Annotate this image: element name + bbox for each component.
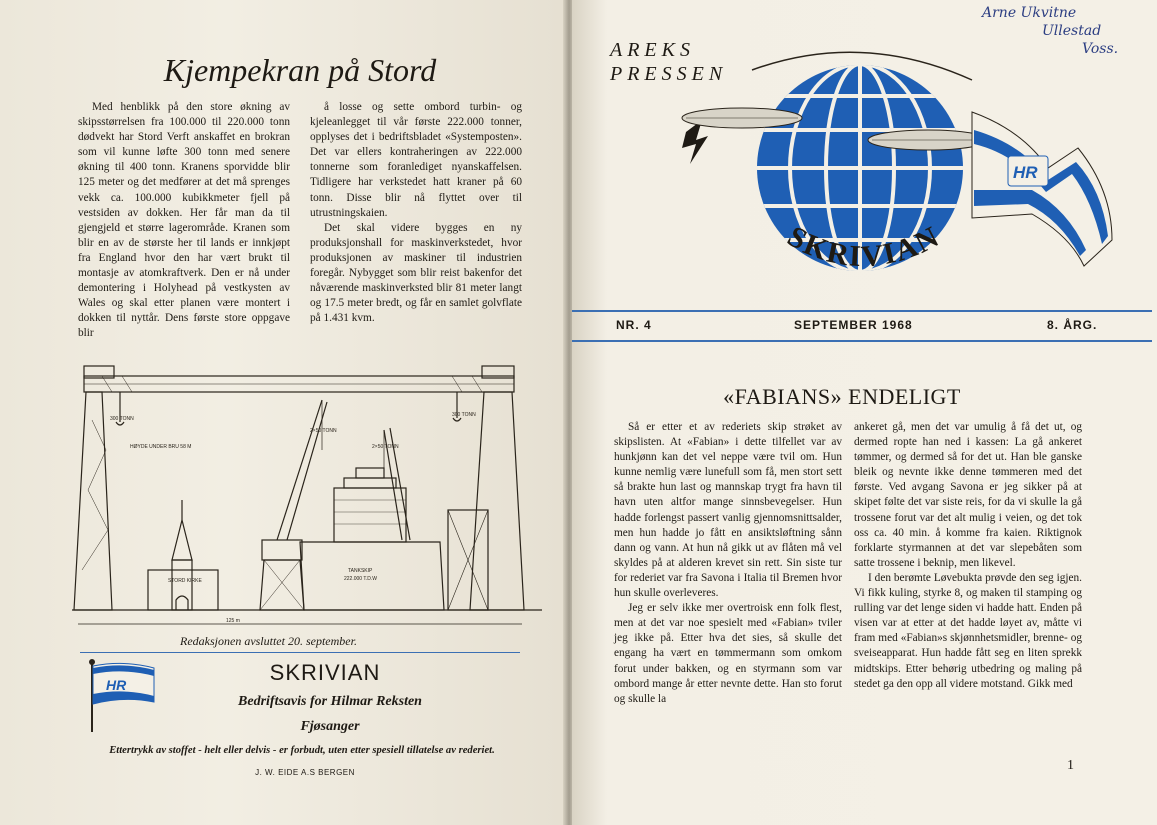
masthead-subtitle: Bedriftsavis for Hilmar Reksten (238, 694, 422, 709)
crane-article-paragraph: Med henblikk på den store økning av skipsstørrelsen fra 100.000 til 220.000 tonn dødvekt har Stord Verft anskaffet en brokran som vil kunne løfte 300 tonn med senere økning til 400 tonn. Kranens sporvidde blir 125 meter og det medfører at det må sprenges vekk ca. 100.000 kubikkmeter fjell på vestsiden av dokken. Her får man da til gjengjeld et større lagerområde. Kranen som blir en av de største her til lands er innkjøpt fra England hvor den har vært brukt til montasje av atomkraftverk. Den er nå under demontering i Holyhead på vestkysten av Wales og skal etter planen være montert i dokken til nyttår. Dens første store oppgave blir (78, 101, 290, 340)
printer-credit: J. W. EIDE A.S BERGEN (255, 768, 355, 777)
fabian-article-headline: «FABIANS» ENDELIGT (723, 384, 961, 409)
hr-ribbon-flag-icon (972, 112, 1112, 266)
label-bridge-height: HØYDE UNDER BRU 58 M (130, 444, 192, 450)
issue-number: NR. 4 (616, 318, 652, 332)
areks-word: AREKS (610, 39, 695, 61)
flag-letters: HR (106, 677, 127, 693)
hr-flag-icon (84, 656, 160, 732)
airship-icon (682, 108, 802, 128)
fabian-article-paragraph: I den berømte Løvebukta prøvde den seg igjen. Vi fikk kuling, styrke 8, og maken til stamping og rulling var det lenge siden vi hadde hatt. Enden på visen var at etter at det hadde løyet av, måtte vi fram med «Fabian»s skjønnhetsmidler, brenne- og sveiseapparat. Hun hadde fått seg en liten sprekk midtskips. Etter behørig utbedring og maling på stedet ga den opp all videre motstand. Gikk med (854, 571, 1082, 690)
label-left-load: 300 TONN (110, 416, 134, 422)
ribbon-letters: HR (1013, 163, 1038, 182)
editorial-deadline-caption: Redaksjonen avsluttet 20. september. (180, 634, 357, 648)
masthead-title: SKRIVIAN (269, 660, 381, 685)
label-church: STORD KIRKE (168, 578, 202, 584)
masthead-divider (80, 652, 520, 653)
fabian-article-paragraph: Jeg er selv ikke mer overtroisk enn folk flest, men at det var noe spesielt med «Fabian» tviler jeg ikke på. Etter hva det sies, så skulle det engang ha vært en tømmermann som omkom forut under bakken, og en styrmann som var ombord mange år etter nevnte dette. Han sto forut og skulle la (614, 602, 842, 705)
pressen-word: PRESSEN (610, 63, 728, 85)
crane-article-paragraph: å losse og sette ombord turbin- og kjeleanlegget til vår første 222.000 tonner, opplyses det i bedriftsbladet «Systemposten». Det var ellers kontraheringen av 222.000 tonnerne som foranlediget nyanskaffelsen. Tidligere har verkstedet hatt kraner på 60 tonn. Disse blir nå flyttet over til utrustningskaien. (310, 101, 522, 219)
label-span: 125 m (226, 618, 240, 624)
issue-bar-top-rule (572, 310, 1152, 312)
label-tanker-size: 222.000 T.D.W (344, 576, 377, 582)
handwriting-line: Ullestad (1042, 23, 1102, 39)
label-crane-1: 2×50 TONN (310, 428, 337, 434)
handwriting-line: Voss. (1082, 41, 1119, 57)
fabian-article-paragraph: ankeret gå, men det var umulig å få det ut, og dermed ropte han ned i kassen: La gå ankeret tømmer, og dermed så for det ut. Han ble ganske bleik og nevnte ikke denne tømmeren med det første. Ved avgang Savona er jeg sikker på at skipet følte det var siste reis, for da vi skulle la gå trossene forut var det alt mulig i veien, og det tok oss ca. 40 min. å komme fra kaien. Riktignok forklarte styrmannen at det var slepebåten som satte trossene i beknip, men likevel. (854, 421, 1082, 569)
masthead-place: Fjøsanger (300, 719, 360, 734)
crane-article-headline: Kjempekran på Stord (163, 52, 437, 88)
label-right-load: 300 TONN (452, 412, 476, 418)
issue-bar-bottom-rule (572, 340, 1152, 342)
lightning-bolt-icon (682, 120, 708, 164)
right-page (572, 0, 1157, 825)
airship-icon (868, 130, 988, 150)
gantry-crane-illustration (72, 360, 542, 635)
handwriting-line: Arne Ukvitne (982, 5, 1077, 21)
issue-date: SEPTEMBER 1968 (794, 318, 913, 332)
issue-volume: 8. ÅRG. (1047, 318, 1098, 332)
crane-article-column-1 (78, 100, 290, 342)
page-number: 1 (1067, 758, 1074, 773)
label-crane-2: 2×50 TONN (372, 444, 399, 450)
label-tanker-title: TANKSKIP (348, 568, 373, 574)
skrivian-globe-logo (672, 40, 1132, 300)
logo-brand-word: SKRIVIAN (782, 219, 946, 274)
fabian-article-column-1 (614, 420, 842, 707)
left-page (0, 0, 566, 825)
fabian-article-paragraph: Så er etter et av rederiets skip strøket av skipslisten. At «Fabian» i dette tilfellet var av hunkjønn kan det vel neppe være tvil om. Hun kunne nemlig være lunefull som få, men stort sett så brakte hun last og mannskap trygt fra havn til havn uten altfor mange sinnsbevegelser. Hun hadde forlengst passert vanlig gjennomsnittsalder, men hun hadde jo fått en ansiktsløftning sånn dann og vann. At hun nå gikk ut av flåten må vel skyldes på at alderen krevet sin rett. Sin siste tur for rederiet var fra Savona i Italia til Bremen hvor hun skulle overleveres. (614, 421, 842, 600)
copyright-notice: Ettertrykk av stoffet - helt eller delvis - er forbudt, uten etter spesiell tillatelse av rederiet. (109, 745, 495, 756)
crane-article-column-2 (310, 100, 522, 326)
fabian-article-column-2 (854, 420, 1082, 692)
crane-article-paragraph: Det skal videre bygges en ny produksjonshall for maskinverkstedet, hvor produksjonen av maskiner til industrien foregår. Nybygget som blir reist bakenfor det nåværende maskinverksted blir 81 meter langt og 17.5 meter bredt, og får en samlet golvflate på 1.431 kvm. (310, 221, 522, 325)
